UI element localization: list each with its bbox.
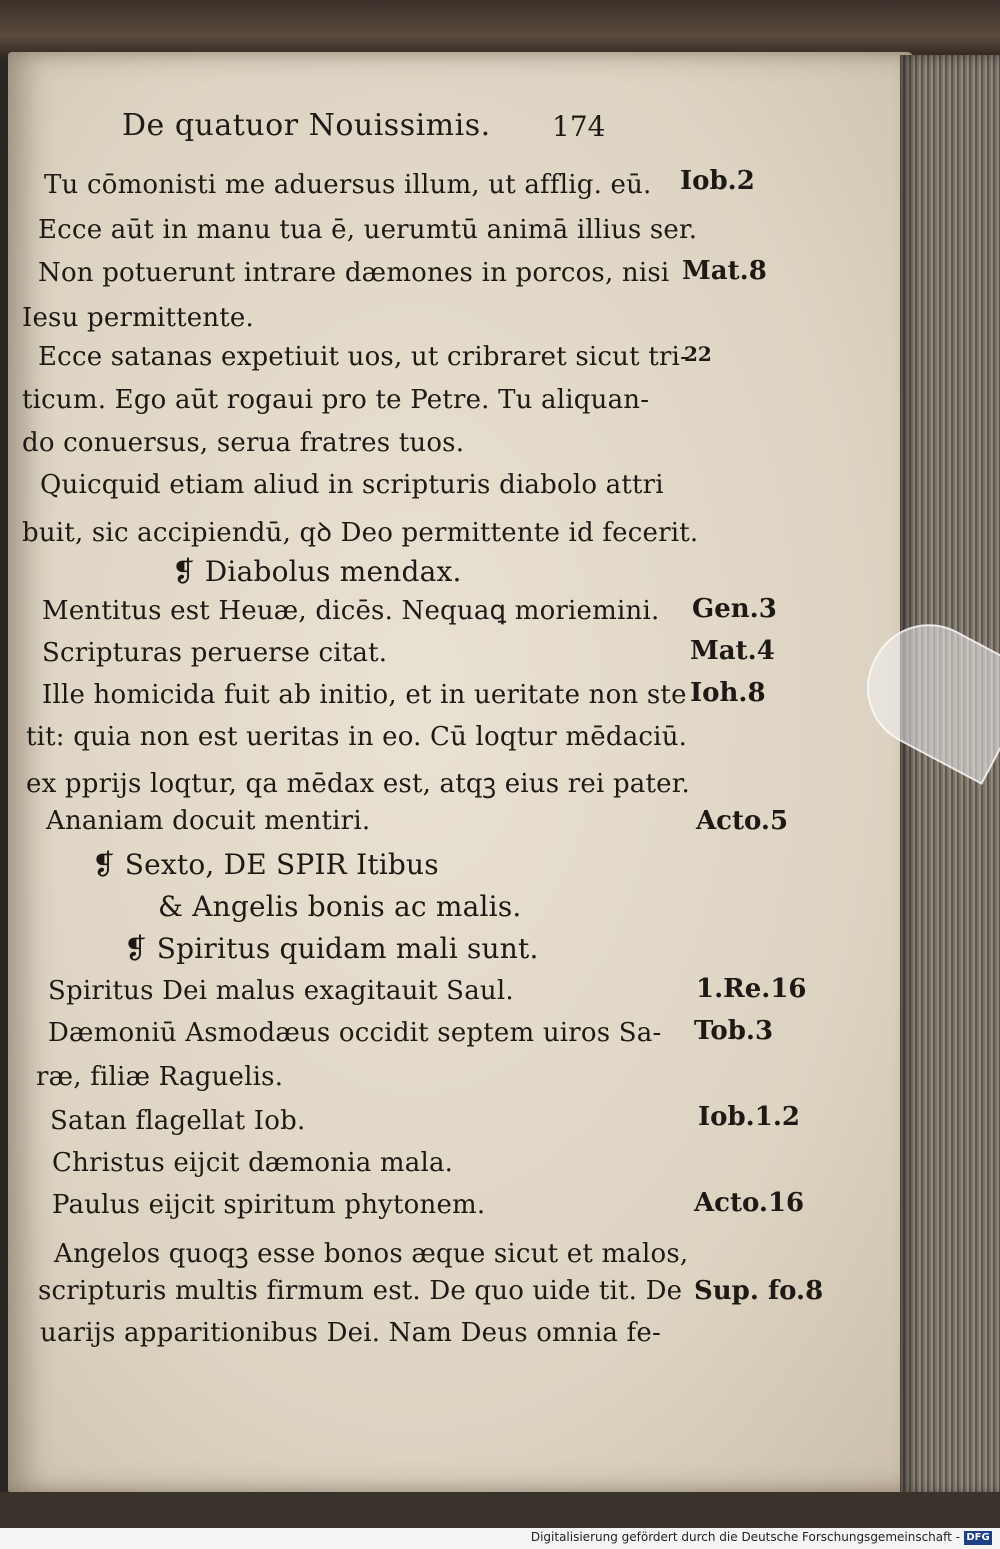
text-line: ex pprijs loqtur, qa mēdax est, atqꝫ eius rei pater. xyxy=(26,769,690,799)
text-line: ræ, filiæ Raguelis. xyxy=(36,1062,284,1092)
text-line: Christus eijcit dæmonia mala. xyxy=(52,1148,454,1178)
text-line: Ananiam docuit mentiri. xyxy=(46,806,371,836)
footer-credit: Digitalisierung gefördert durch die Deutsche Forschungsgemeinschaft - xyxy=(530,1530,960,1544)
section-heading: & Angelis bonis ac malis. xyxy=(158,890,522,923)
text-line: Ecce aūt in manu tua ē, uerumtū animā illius ser. xyxy=(38,215,698,245)
text-line: tit: quia non est ueritas in eo. Cū loqtur mēdaciū. xyxy=(26,722,688,752)
running-head: De quatuor Nouissimis. xyxy=(122,108,491,143)
margin-reference: Acto.5 xyxy=(696,806,789,836)
margin-reference: Iob.1.2 xyxy=(698,1102,800,1132)
margin-reference: Ioh.8 xyxy=(690,678,766,708)
dfg-logo: DFG xyxy=(964,1531,992,1545)
section-heading: ❡ Diabolus mendax. xyxy=(172,555,462,588)
text-line: ticum. Ego aūt rogaui pro te Petre. Tu aliquan- xyxy=(22,385,650,415)
book-cover-top xyxy=(0,0,1000,60)
text-line: scripturis multis firmum est. De quo uide tit. De xyxy=(38,1276,683,1306)
section-heading: ❡ Sexto, DE SPIR Itibus xyxy=(92,848,439,881)
text-line: Scripturas peruerse citat. xyxy=(42,638,388,668)
book-cover-bottom xyxy=(0,1492,1000,1528)
text-line: Non potuerunt intrare dæmones in porcos, nisi xyxy=(38,258,670,288)
text-line: Quicquid etiam aliud in scripturis diabolo attri xyxy=(40,470,664,500)
text-line: Tu cōmonisti me aduersus illum, ut afflig. eū. xyxy=(44,170,652,200)
margin-reference: Mat.8 xyxy=(682,256,767,286)
text-line: Satan flagellat Iob. xyxy=(50,1106,306,1136)
margin-reference: 1.Re.16 xyxy=(696,974,807,1004)
section-heading: ❡ Spiritus quidam mali sunt. xyxy=(124,932,539,965)
digitization-footer xyxy=(0,1528,1000,1549)
margin-reference: Sup. fo.8 xyxy=(694,1276,824,1306)
text-line: Paulus eijcit spiritum phytonem. xyxy=(52,1190,486,1220)
margin-reference: Mat.4 xyxy=(690,636,775,666)
text-line: Mentitus est Heuæ, dicēs. Nequaꝗ moriemini. xyxy=(42,596,660,626)
text-line: Dæmoniū Asmodæus occidit septem uiros Sa- xyxy=(48,1018,662,1048)
margin-reference: Acto.16 xyxy=(694,1188,805,1218)
margin-reference: Gen.3 xyxy=(692,594,777,624)
text-line: uarijs apparitionibus Dei. Nam Deus omnia fe- xyxy=(40,1318,661,1348)
margin-reference: Tob.3 xyxy=(694,1016,774,1046)
text-line: Iesu permittente. xyxy=(22,303,254,333)
margin-reference: 22 xyxy=(684,342,712,366)
text-line: do conuersus, serua fratres tuos. xyxy=(22,428,465,458)
text-line: buit, sic accipiendū, qꝺ Deo permittente id fecerit. xyxy=(22,518,699,548)
text-line: Ille homicida fuit ab initio, et in ueritate non ste xyxy=(42,680,687,710)
text-line: Spiritus Dei malus exagitauit Saul. xyxy=(48,976,514,1006)
text-line: Ecce satanas expetiuit uos, ut cribraret sicut tri- xyxy=(38,342,690,372)
text-line: Angelos quoqꝫ esse bonos æque sicut et malos, xyxy=(54,1239,689,1269)
folio-number: 174 xyxy=(552,110,606,143)
margin-reference: Iob.2 xyxy=(680,166,755,196)
